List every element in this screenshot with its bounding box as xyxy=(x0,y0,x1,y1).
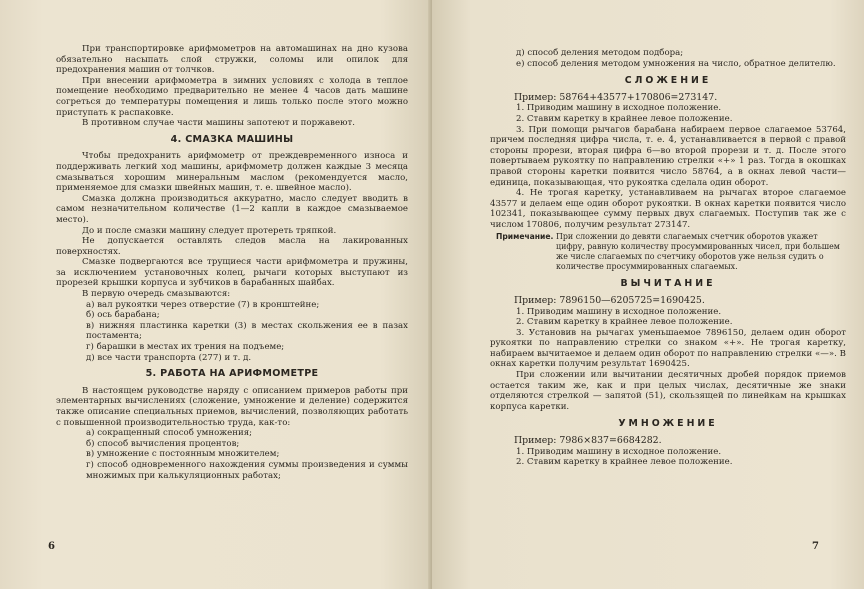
step-item: 2. Ставим каретку в крайнее левое положение. xyxy=(516,113,733,124)
list-item: в) умножение с постоянным множителем; xyxy=(86,449,280,460)
paragraph-lubrication-2: Смазка должна производиться аккуратно, масло следует вводить в самом незначительном количестве (1—2 капли в каждое смазываемое место). xyxy=(56,193,408,225)
note-block xyxy=(490,232,846,273)
section-title-subtraction: ВЫЧИТАНИЕ xyxy=(620,278,716,290)
paragraph-decimals: При сложении или вычитании десятичных дробей порядок приемов остается таким же, как и при целых числах, десятичные же знаки отделяются стрелкой — запятой (51), скользящей по линейкам на крышках корпуса каретки. xyxy=(490,370,846,412)
list-item: г) барашки в местах их трения на подъеме; xyxy=(86,342,285,353)
list-item: б) ось барабана; xyxy=(86,310,160,321)
example-addition: Пример: 58764+43577+170806=273147. xyxy=(514,91,718,103)
example-subtraction: Пример: 7896150—6205725=1690425. xyxy=(514,294,705,306)
list-item: е) способ деления методом умножения на число, обратное делителю. xyxy=(516,58,836,69)
paragraph-lubrication-4: Не допускается оставлять следов масла на лакированных поверхностях. xyxy=(56,236,408,257)
paragraph-warning: В противном случае части машины запотеют и поржавеют. xyxy=(82,118,355,129)
step-item: 2. Ставим каретку в крайнее левое положение. xyxy=(516,457,733,468)
right-page xyxy=(432,0,864,589)
section-title-operation: 5. РАБОТА НА АРИФМОМЕТРЕ xyxy=(145,368,319,380)
step-item: 3. При помощи рычагов барабана набираем первое слагаемое 53764, причем последняя цифра числа, т. е. 4, устанавливается в первой с правой стороны прорези, вторая цифра 6—во второй прорези и т. д. После этого повертываем рукоятку по направлению стрелки «+» 1 раз. Тогда в окошках правой стороны каретки появится число 58764, а в окнах левой части—единица, показывающая, что рукоятка сделала один оборот. xyxy=(490,124,846,188)
example-multiplication: Пример: 7986×837=6684282. xyxy=(514,435,662,447)
right-page-text xyxy=(490,48,846,468)
list-item: в) нижняя пластинка каретки (3) в местах скольжения ее в пазах постамента; xyxy=(86,320,408,342)
list-item: б) способ вычисления процентов; xyxy=(86,438,240,449)
step-item: 1. Приводим машину в исходное положение. xyxy=(516,306,722,317)
page-number-right: 7 xyxy=(812,541,819,552)
paragraph-lubrication-1: Чтобы предохранить арифмометр от преждевременного износа и поддерживать легкий ход машины, арифмометр должен каждые 3 месяца смазываться хорошим минеральным маслом (рекомендуется масло, применяемое для смазки швейных машин, т. е. швейное масло). xyxy=(56,151,408,194)
section-title-lubrication: 4. СМАЗКА МАШИНЫ xyxy=(170,133,294,145)
step-item: 1. Приводим машину в исходное положение. xyxy=(516,103,722,114)
paragraph-lubrication-6: В первую очередь смазываются: xyxy=(82,289,231,300)
list-item: а) вал рукоятки через отверстие (7) в кронштейне; xyxy=(86,299,320,310)
list-item: д) все части транспорта (277) и т. д. xyxy=(86,352,252,363)
list-item: г) способ одновременного нахождения суммы произведения и суммы множимых при калькуляционных работах; xyxy=(86,459,408,481)
paragraph-lubrication-3: До и после смазки машину следует протереть тряпкой. xyxy=(82,225,337,236)
step-item: 1. Приводим машину в исходное положение. xyxy=(516,446,722,457)
note-text: При сложении до девяти слагаемых счетчик оборотов укажет цифру, равную количеству просуммированных чисел, при большем же числе слагаемых по счетчику оборотов уже нельзя судить о количестве просуммированных слагаемых. xyxy=(556,231,840,272)
left-page-text xyxy=(56,44,408,481)
step-item: 3. Установив на рычагах уменьшаемое 7896150, делаем один оборот рукоятки по направлению стрелки со знаком «+». Не трогая каретку, набираем вычитаемое и делаем один оборот по направлению стрелки «—». В окнах каретки получим результат 1690425. xyxy=(490,327,846,370)
paragraph-transport: При транспортировке арифмометров на автомашинах на дно кузова обязательно насыпать слой стружки, соломы или опилок для предохранения машин от толчков. xyxy=(56,44,408,76)
paragraph-operation: В настоящем руководстве наряду с описанием примеров работы при элементарных вычислениях (сложение, умножение и деление) содержится также описание специальных приемов, вычислений, позволяющих работать с повышенной производительностью труда, как-то: xyxy=(56,385,408,428)
step-item: 4. Не трогая каретку, устанавливаем на рычагах второе слагаемое 43577 и делаем еще один оборот рукоятки. В окнах каретки появится число 102341, показывающее сумму первых двух слагаемых. Поступив так же с числом 170806, получим результат 273147. xyxy=(490,188,846,230)
page-number-left: 6 xyxy=(48,541,55,552)
section-title-multiplication: УМНОЖЕНИЕ xyxy=(618,418,718,430)
note-label: Примечание. xyxy=(496,231,554,241)
list-item: д) способ деления методом подбора; xyxy=(516,48,684,58)
section-title-addition: СЛОЖЕНИЕ xyxy=(624,75,712,87)
paragraph-lubrication-5: Смазке подвергаются все трущиеся части арифмометра и пружины, за исключением установочных колец, рычаги которых выступают из прорезей крышки корпуса и зубчиков в барабанных шайбах. xyxy=(56,257,408,289)
list-item: а) сокращенный способ умножения; xyxy=(86,428,253,439)
paragraph-winter: При внесении арифмометра в зимних условиях с холода в теплое помещение необходимо предварительно не менее 4 часов дать машине согреться до температуры помещения и лишь только после этого можно приступать к распаковке. xyxy=(56,75,408,118)
step-item: 2. Ставим каретку в крайнее левое положение. xyxy=(516,317,733,328)
